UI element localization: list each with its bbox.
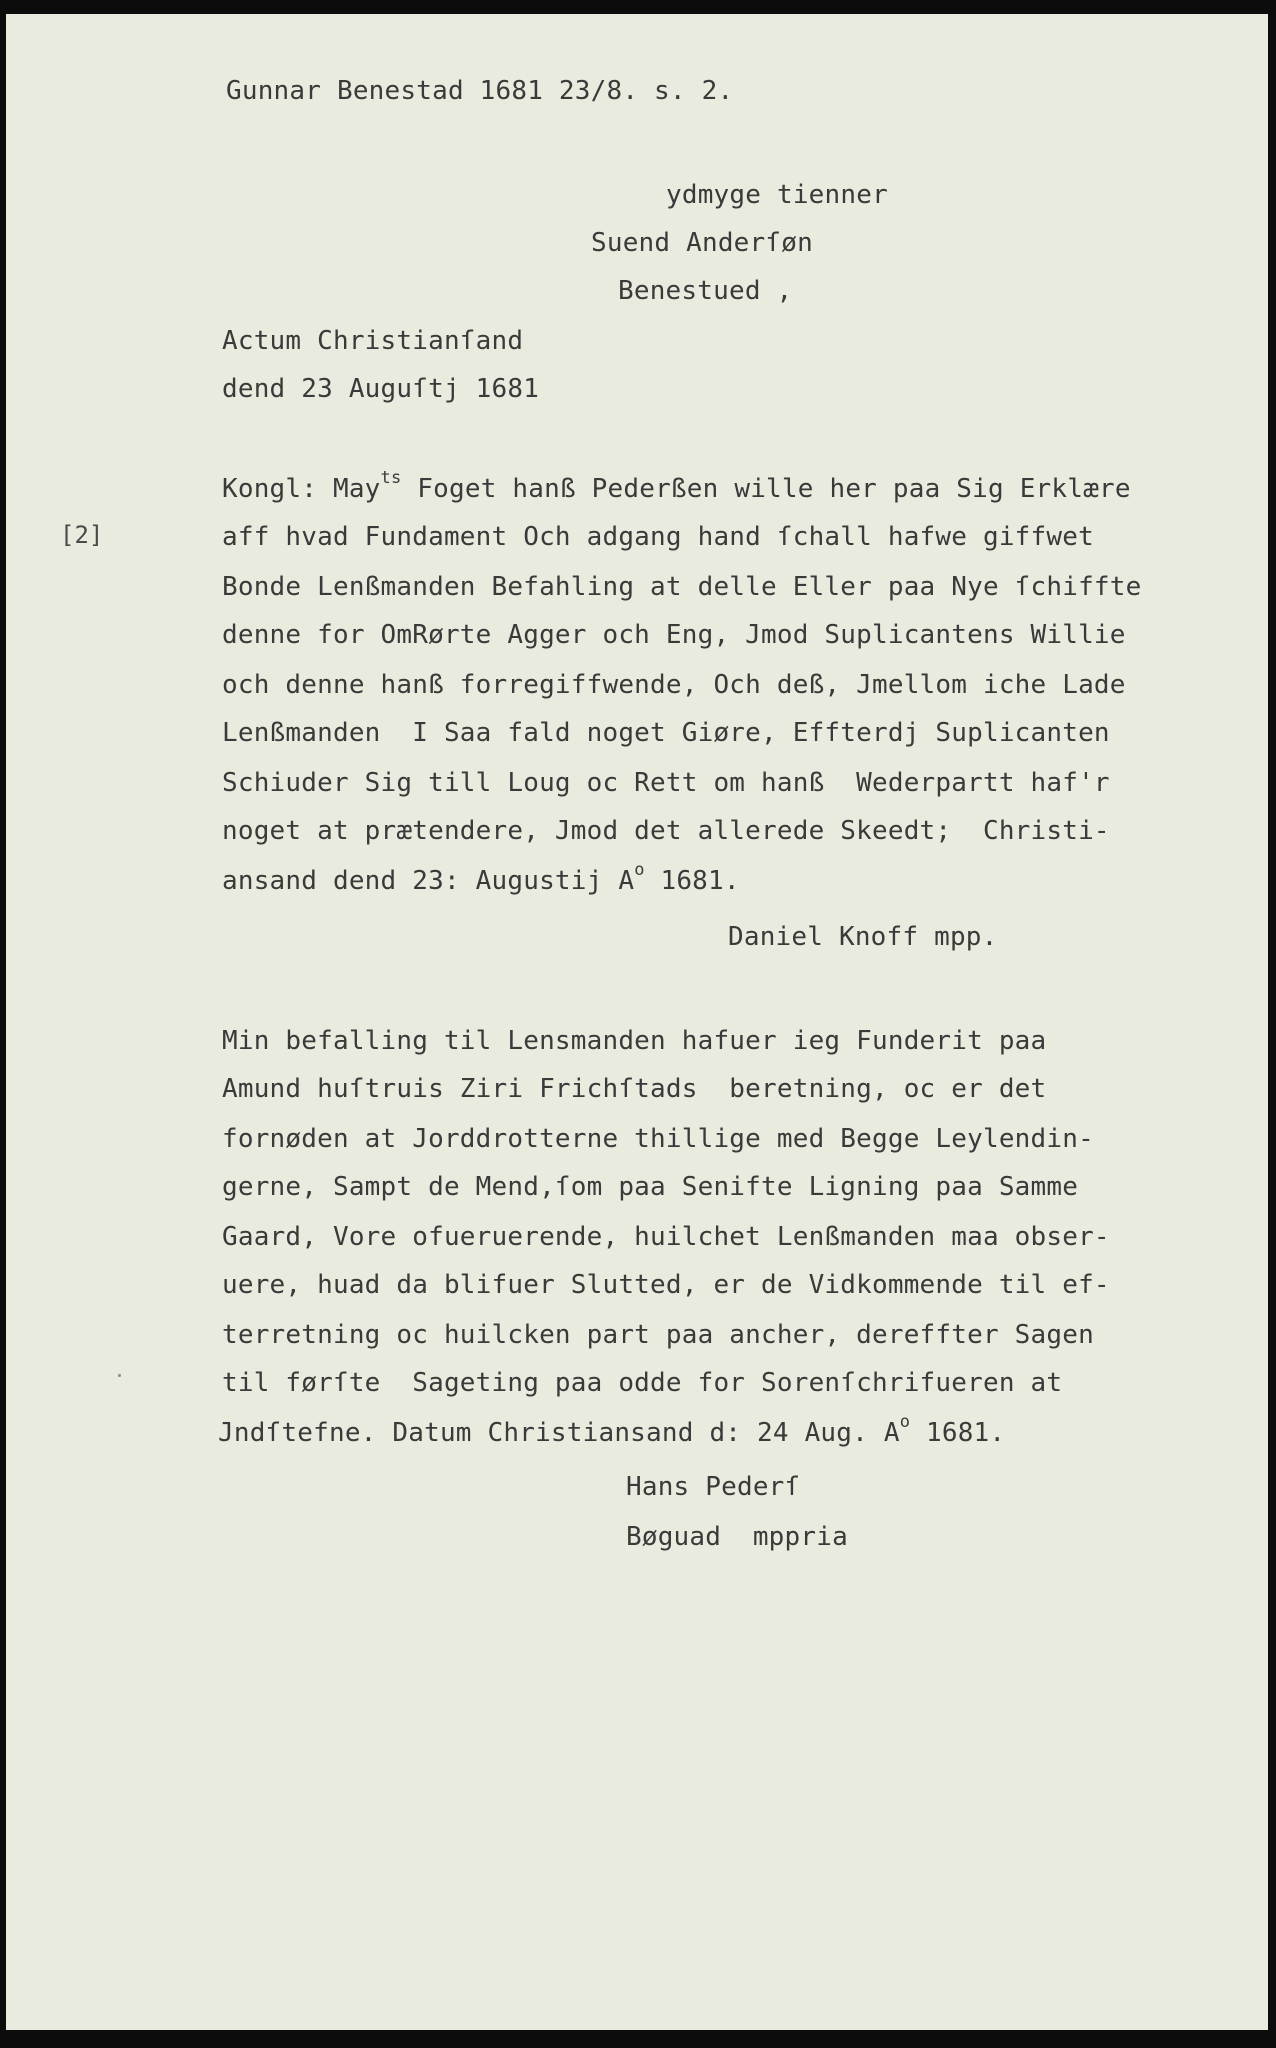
line-text: Kongl: May [222,474,381,504]
paragraph-line [218,1412,1006,1448]
paragraph-line: fornøden at Jorddrotterne thillige med Begge Leylendin- [222,1124,1094,1154]
paragraph-line: gerne, Sampt de Mend,ſom paa Senifte Ligning paa Samme [222,1172,1079,1202]
line-text: 1681. [910,1418,1006,1448]
paragraph-line: Lenßmanden I Saa fald noget Giøre, Effterdj Suplicanten [222,718,1110,748]
signature: Bøguad mppria [626,1522,848,1552]
signature: Daniel Knoff mpp. [728,922,998,952]
actum-line: dend 23 Auguſtj 1681 [222,374,540,404]
paragraph-line: denne for OmRørte Agger och Eng, Jmod Suplicantens Willie [222,620,1126,650]
document-reference: Gunnar Benestad 1681 23/8. s. 2. [226,76,734,106]
line-text: Foget hanß Pederßen wille her paa Sig Erklære [401,474,1131,504]
paragraph-line [222,860,740,896]
paragraph-line: terretning oc huilcken part paa ancher, dereffter Sagen [222,1320,1094,1350]
superscript: ts [380,468,402,489]
paragraph-line: til førſte Sageting paa odde for Sorenſchrifueren at [222,1368,1063,1398]
closing-line: Suend Anderſøn [591,228,813,258]
paragraph-line: noget at prætendere, Jmod det allerede Skeedt; Christi- [222,816,1110,846]
closing-line: ydmyge tienner [666,180,888,210]
closing-line: Benestued , [618,276,793,306]
paragraph-line: och denne hanß forregiffwende, Och deß, Jmellom iche Lade [222,670,1126,700]
line-text: 1681. [644,866,740,896]
superscript: o [634,860,645,881]
line-text: ansand dend 23: Augustij A [222,866,635,896]
margin-note: [2] [60,521,104,549]
paragraph-line [222,468,1131,504]
document-page [6,14,1268,2030]
paragraph-line: Gaard, Vore ofueruerende, huilchet Lenßmanden maa obser- [222,1222,1110,1252]
signature: Hans Pederſ [626,1472,801,1502]
paragraph-line: uere, huad da blifuer Slutted, er de Vidkommende til ef- [222,1270,1110,1300]
actum-line: Actum Christianſand [222,326,524,356]
line-text: Jndſtefne. Datum Christiansand d: 24 Aug. A [218,1418,900,1448]
paper-speck [118,1374,121,1377]
superscript: o [899,1412,911,1433]
paragraph-line: Bonde Lenßmanden Befahling at delle Eller paa Nye ſchiffte [222,572,1142,602]
paragraph-line: Min befalling til Lensmanden hafuer ieg Funderit paa [222,1026,1047,1056]
paragraph-line: Schiuder Sig till Loug oc Rett om hanß Wederpartt haf'r [222,768,1110,798]
paragraph-line: Amund huſtruis Ziri Frichſtads beretning, oc er det [222,1074,1047,1104]
paragraph-line: aff hvad Fundament Och adgang hand ſchall hafwe giffwet [222,522,1094,552]
